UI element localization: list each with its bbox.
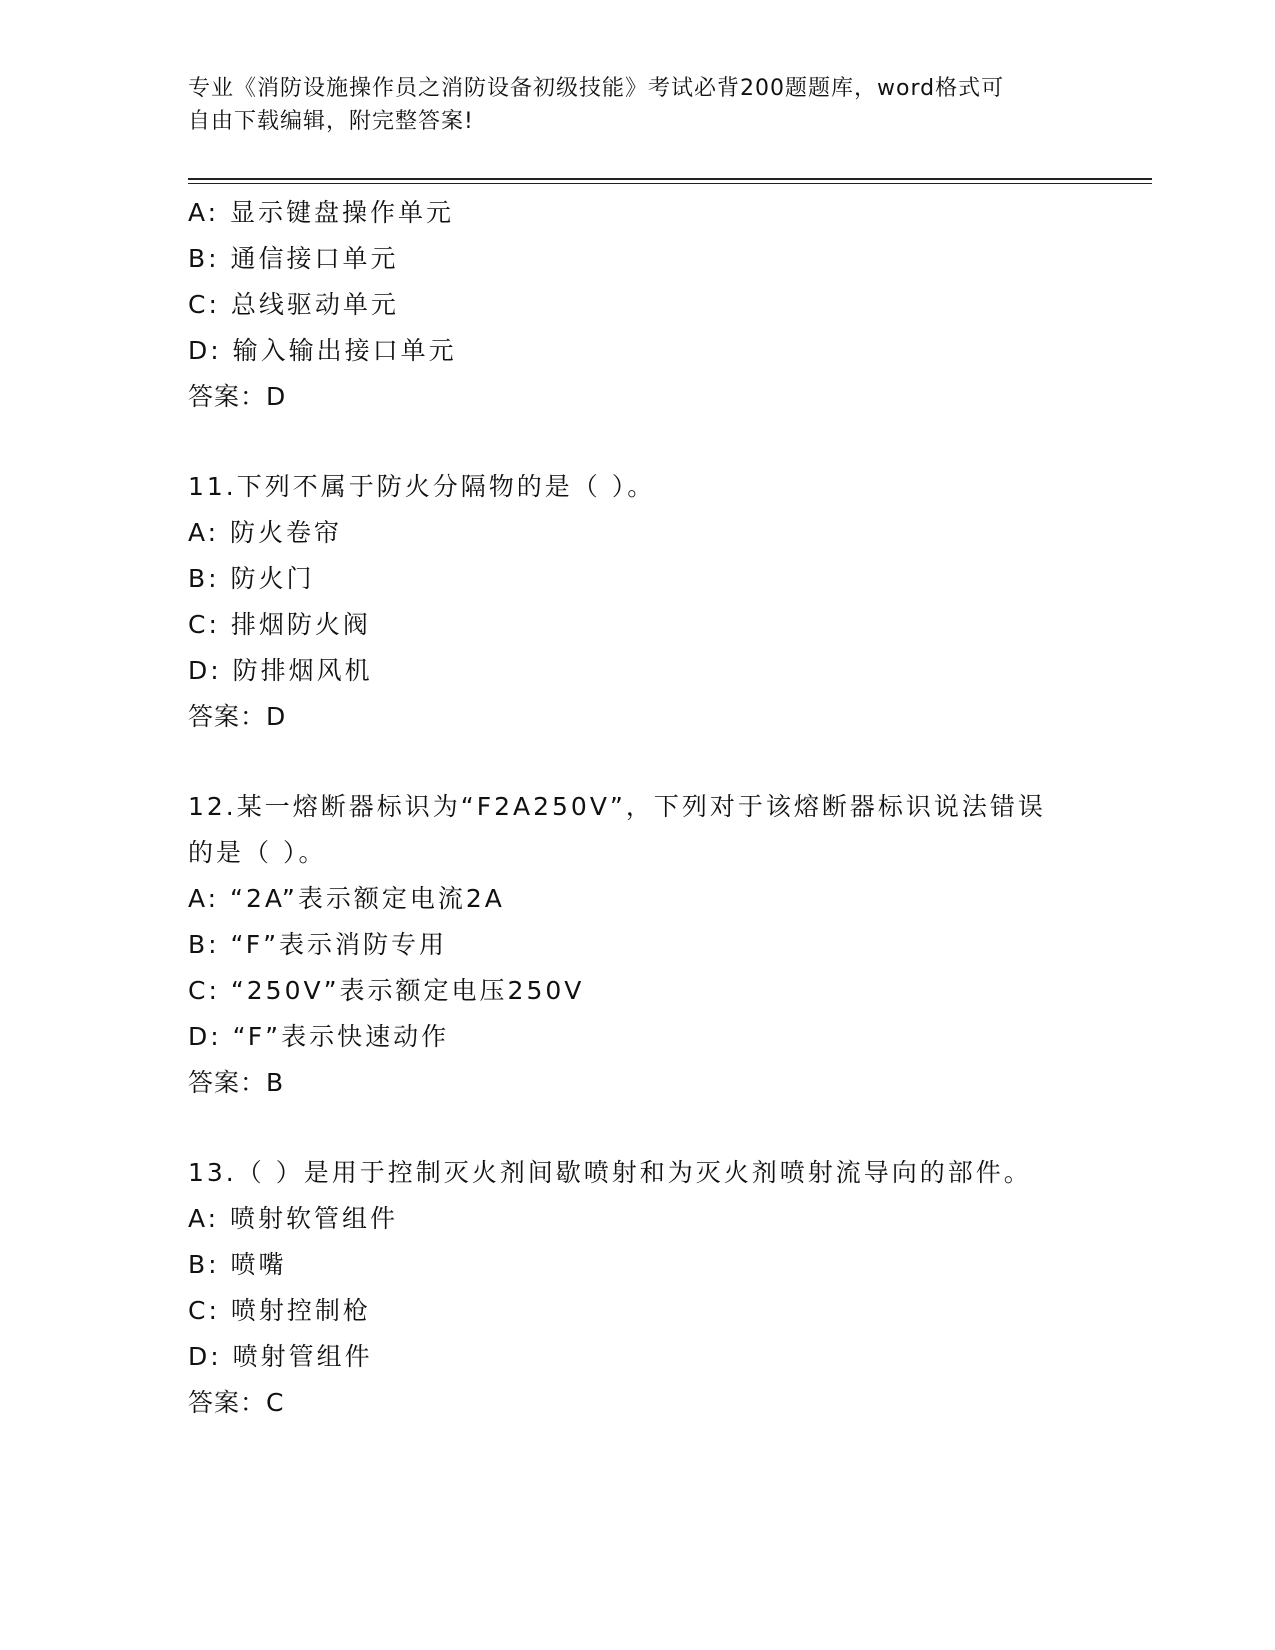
- question-11: [188, 464, 1148, 740]
- option-a: A: “2A”表示额定电流2A: [188, 884, 505, 913]
- option-a: A: 显示键盘操作单元: [188, 198, 455, 227]
- option-d: D: 喷射管组件: [188, 1342, 373, 1371]
- document-header: [188, 72, 1088, 138]
- question-list: [188, 190, 1148, 1426]
- option-a: A: 喷射软管组件: [188, 1204, 399, 1233]
- option-c: C: 喷射控制枪: [188, 1296, 371, 1325]
- option-b: B: 喷嘴: [188, 1250, 287, 1279]
- option-d: D: “F”表示快速动作: [188, 1022, 450, 1051]
- question-title: 13.（ ）是用于控制灭火剂间歇喷射和为灭火剂喷射流导向的部件。: [188, 1158, 1032, 1187]
- option-c: C: 排烟防火阀: [188, 610, 371, 639]
- answer: 答案：B: [188, 1068, 285, 1097]
- option-d: D: 防排烟风机: [188, 656, 373, 685]
- option-c: C: “250V”表示额定电压250V: [188, 976, 585, 1005]
- option-d: D: 输入输出接口单元: [188, 336, 457, 365]
- answer: 答案：D: [188, 702, 287, 731]
- question-10: [188, 190, 1148, 420]
- header-line-1: 专业《消防设施操作员之消防设备初级技能》考试必背200题题库，word格式可: [188, 76, 1005, 101]
- question-12: [188, 784, 1148, 1106]
- header-line-2: 自由下载编辑，附完整答案!: [188, 109, 474, 134]
- option-b: B: “F”表示消防专用: [188, 930, 448, 959]
- option-b: B: 通信接口单元: [188, 244, 399, 273]
- option-a: A: 防火卷帘: [188, 518, 343, 547]
- option-c: C: 总线驱动单元: [188, 290, 399, 319]
- header-divider: [188, 178, 1152, 184]
- option-b: B: 防火门: [188, 564, 315, 593]
- question-13: [188, 1150, 1148, 1426]
- answer: 答案：D: [188, 382, 287, 411]
- question-title-line-2: 的是（ ）。: [188, 838, 327, 867]
- question-title: 11.下列不属于防火分隔物的是（ ）。: [188, 472, 656, 501]
- question-title-line-1: 12.某一熔断器标识为“F2A250V”，下列对于该熔断器标识说法错误: [188, 792, 1046, 821]
- answer: 答案：C: [188, 1388, 285, 1417]
